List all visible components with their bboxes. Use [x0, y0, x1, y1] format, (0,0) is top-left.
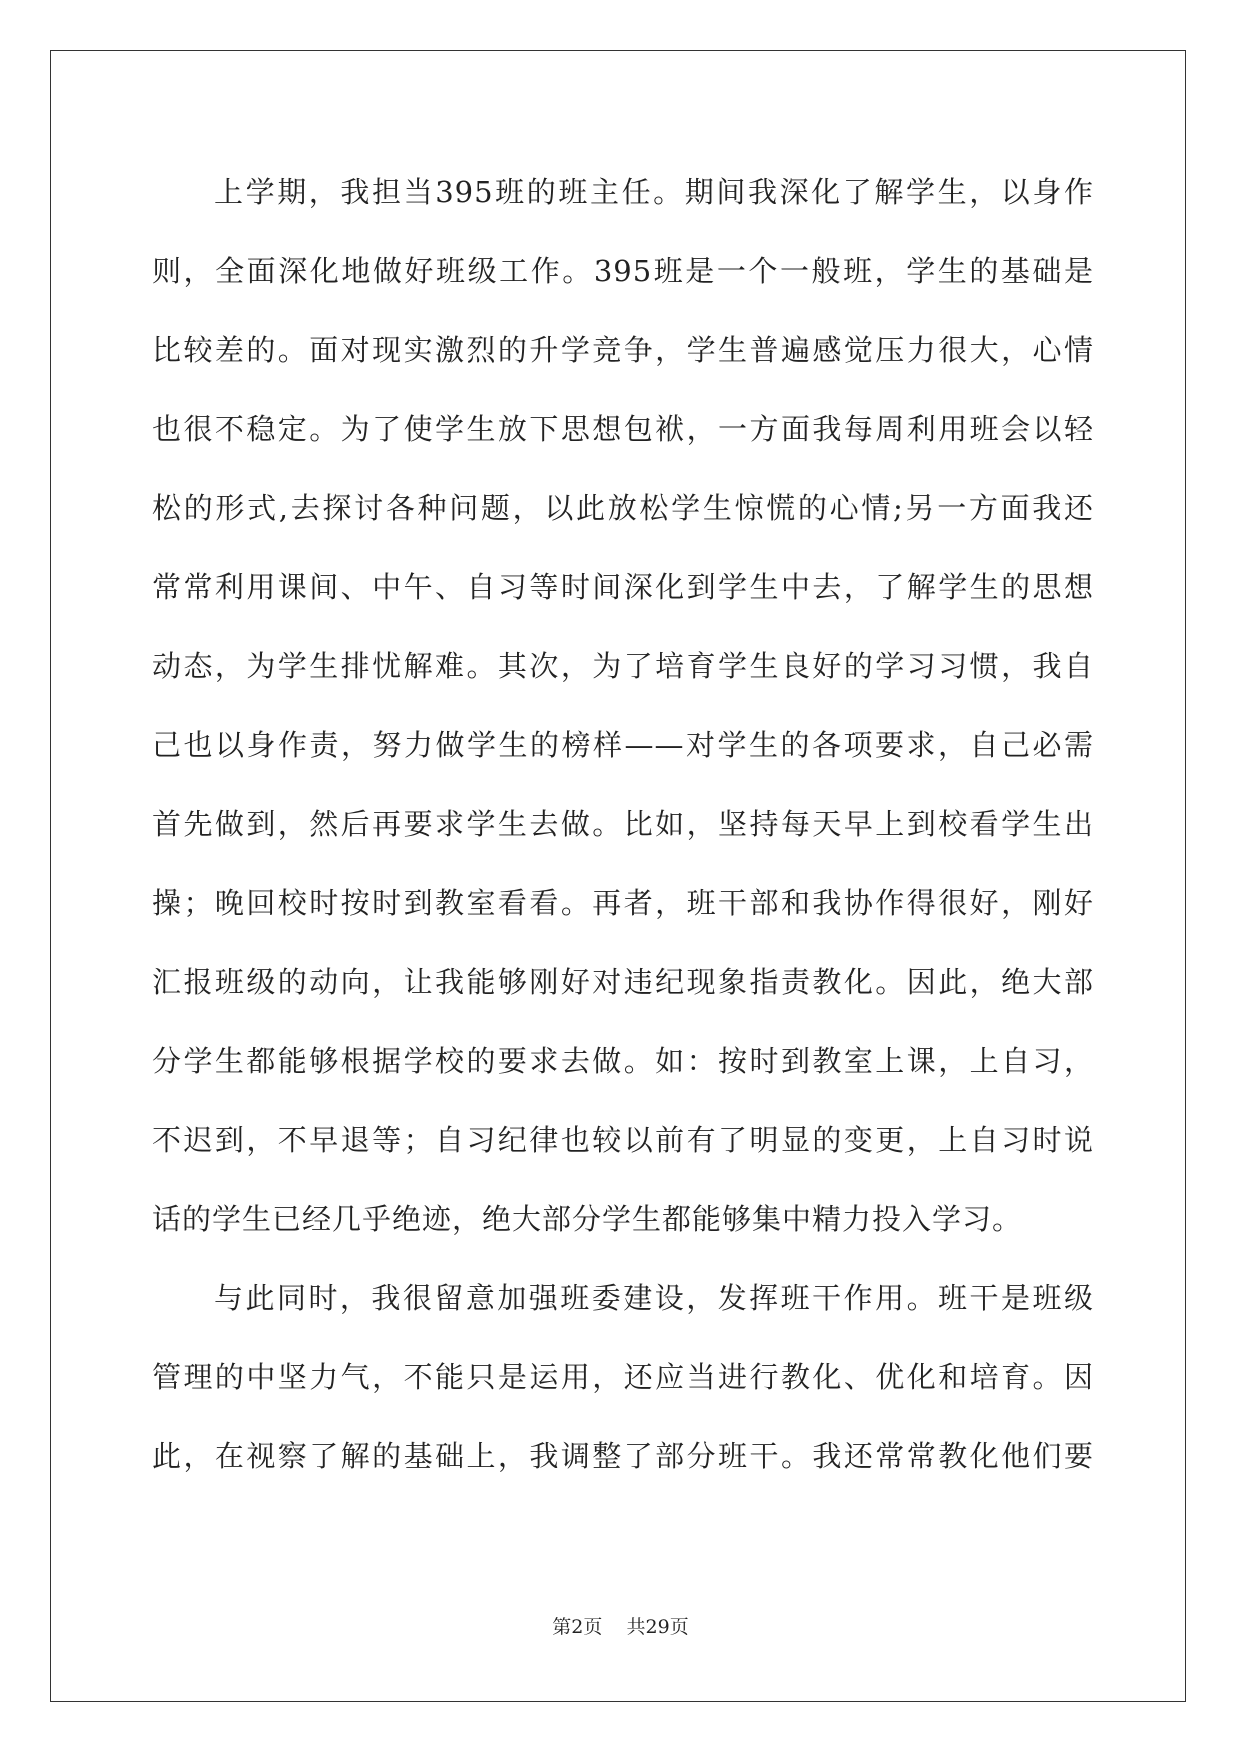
paragraph-1-line-3: 比较差的。面对现实激烈的升学竞争，学生普遍感觉压力很大，心情	[152, 333, 1094, 367]
paragraph-1-line-6: 常常利用课间、中午、自习等时间深化到学生中去，了解学生的思想	[152, 570, 1094, 604]
page-total: 共29页	[626, 1616, 689, 1638]
paragraph-1-line-11: 汇报班级的动向，让我能够刚好对违纪现象指责教化。因此，绝大部	[152, 965, 1094, 999]
paragraph-2-line-1: 与此同时，我很留意加强班委建设，发挥班干作用。班干是班级	[214, 1281, 1094, 1315]
paragraph-1-line-12: 分学生都能够根据学校的要求去做。如：按时到教室上课，上自习，	[152, 1044, 1094, 1078]
paragraph-1-line-9: 首先做到，然后再要求学生去做。比如，坚持每天早上到校看学生出	[152, 807, 1094, 841]
paragraph-1-line-14: 话的学生已经几乎绝迹，绝大部分学生都能够集中精力投入学习。	[152, 1202, 1023, 1236]
paragraph-1-line-4: 也很不稳定。为了使学生放下思想包袱，一方面我每周利用班会以轻	[152, 412, 1094, 446]
paragraph-1-line-8: 己也以身作责，努力做学生的榜样——对学生的各项要求，自己必需	[152, 728, 1094, 762]
page-number: 第2页	[552, 1616, 603, 1638]
paragraph-2-line-2: 管理的中坚力气，不能只是运用，还应当进行教化、优化和培育。因	[152, 1360, 1094, 1394]
page-footer	[0, 1612, 1241, 1639]
paragraph-2-line-3: 此，在视察了解的基础上，我调整了部分班干。我还常常教化他们要	[152, 1439, 1094, 1473]
paragraph-1-line-5: 松的形式,去探讨各种问题，以此放松学生惊慌的心情;另一方面我还	[152, 491, 1094, 525]
paragraph-1-line-10: 操；晚回校时按时到教室看看。再者，班干部和我协作得很好，刚好	[152, 886, 1094, 920]
paragraph-1-line-7: 动态，为学生排忧解难。其次，为了培育学生良好的学习习惯，我自	[152, 649, 1094, 683]
paragraph-1-line-13: 不迟到，不早退等；自习纪律也较以前有了明显的变更，上自习时说	[152, 1123, 1094, 1157]
document-body	[152, 160, 1094, 1503]
paragraph-1-line-1: 上学期，我担当395班的班主任。期间我深化了解学生，以身作	[214, 175, 1094, 209]
paragraph-1-line-2: 则，全面深化地做好班级工作。395班是一个一般班，学生的基础是	[152, 254, 1094, 288]
